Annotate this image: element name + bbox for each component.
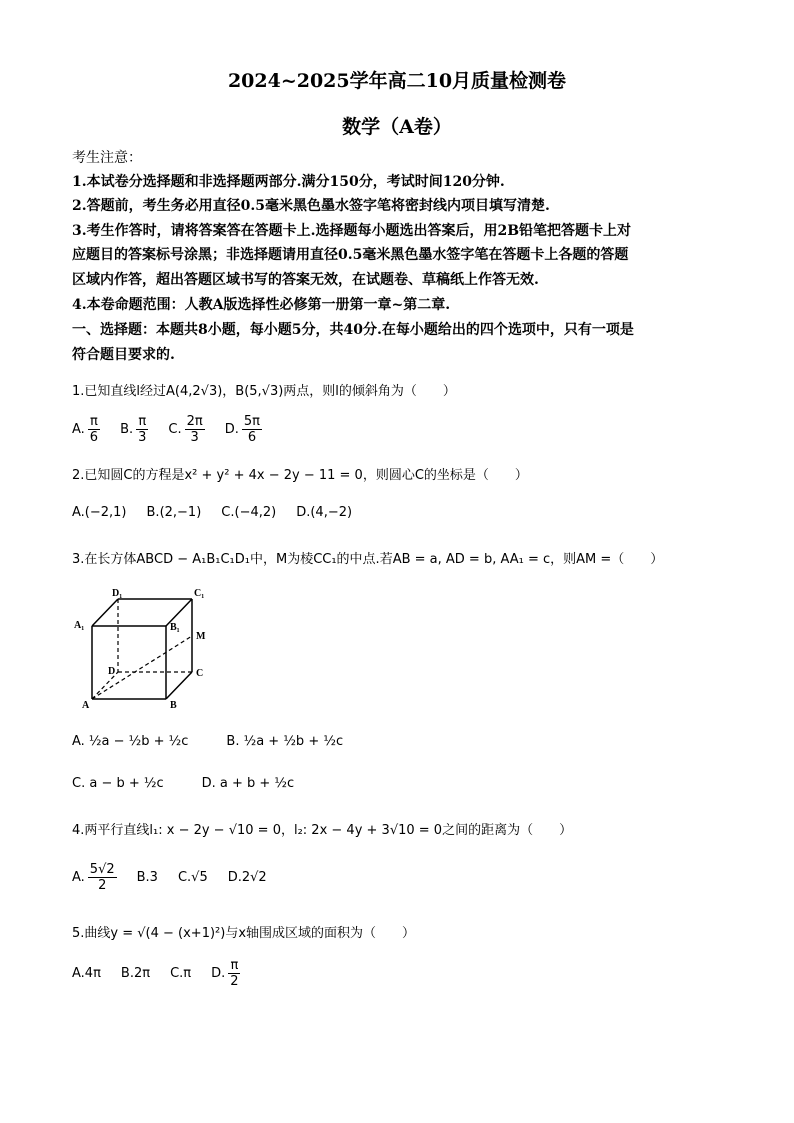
question-1-stem: 1.已知直线l经过A(4,2√3)，B(5,√3)两点，则l的倾斜角为（ ）	[72, 384, 456, 399]
notice-item: 应题目的答案标号涂黑；非选择题请用直径0.5毫米黑色墨水签字笔在答题卡上各题的答题	[72, 247, 629, 263]
option-b	[120, 414, 148, 445]
section-heading: 一、选择题：本题共8小题，每小题5分，共40分.在每小题给出的四个选项中，只有一项是	[72, 322, 634, 338]
label-m: M	[196, 631, 206, 642]
option-b: B. ½a + ½b + ½c	[226, 734, 344, 749]
option-a	[72, 414, 100, 445]
question-5-options	[72, 958, 261, 989]
option-c: C.π	[170, 966, 192, 981]
option-d	[211, 958, 240, 989]
notice-item: 区域内作答，超出答题区域书写的答案无效，在试题卷、草稿纸上作答无效.	[72, 272, 539, 288]
numerator: π	[230, 958, 239, 973]
option-label: D.	[224, 422, 239, 437]
option-label: C.	[168, 422, 182, 437]
option-b: B.(2,−1)	[146, 505, 202, 520]
option-label: A.	[72, 870, 85, 885]
numerator: 5√2	[89, 862, 115, 877]
option-a: A.(−2,1)	[72, 505, 127, 520]
notice-item: 2.答题前，考生务必用直径0.5毫米黑色墨水签字笔将密封线内项目填写清楚.	[72, 198, 550, 214]
label-a: A	[82, 700, 90, 711]
notice-item: 1.本试卷分选择题和非选择题两部分.满分150分，考试时间120分钟.	[72, 174, 505, 190]
denominator: 3	[138, 430, 147, 445]
option-label: B.	[120, 422, 134, 437]
question-3-stem: 3.在长方体ABCD − A₁B₁C₁D₁中，M为棱CC₁的中点.若AB = a, AD = b, AA₁ = c，则AM =（ ）	[72, 552, 664, 567]
label-d: D	[108, 666, 116, 677]
page-title: 2024~2025学年高二10月质量检测卷	[227, 70, 567, 92]
option-c	[168, 414, 204, 445]
numerator: π	[90, 414, 98, 429]
question-4-stem: 4.两平行直线l₁: x − 2y − √10 = 0，l₂: 2x − 4y + 3√10 = 0之间的距离为（ ）	[72, 823, 573, 838]
fraction	[136, 414, 148, 445]
fraction	[185, 414, 205, 445]
option-b: B.2π	[120, 966, 151, 981]
numerator: 5π	[243, 414, 261, 429]
label-a1: A₁	[74, 620, 85, 631]
label-d1: D₁	[112, 588, 123, 599]
question-3-options-row2	[72, 776, 314, 791]
option-a: A. ½a − ½b + ½c	[72, 734, 189, 749]
fraction	[88, 414, 100, 445]
option-d: D.2√2	[227, 870, 267, 885]
option-label: A.	[72, 422, 85, 437]
fraction	[88, 862, 117, 893]
option-d: D.(4,−2)	[296, 505, 353, 520]
denominator: 2	[98, 878, 107, 893]
option-d: D. a + b + ½c	[201, 776, 295, 791]
option-a	[72, 862, 117, 893]
cuboid-figure	[72, 584, 222, 712]
question-2-stem: 2.已知圆C的方程是x² + y² + 4x − 2y − 11 = 0，则圆心C的坐标是（ ）	[72, 468, 528, 483]
fraction	[242, 414, 262, 445]
question-3-options-row1	[72, 734, 363, 749]
numerator: 2π	[186, 414, 203, 429]
notice-heading: 考生注意：	[72, 150, 142, 166]
option-c: C. a − b + ½c	[72, 776, 164, 791]
option-c: C.(−4,2)	[221, 505, 277, 520]
section-heading-cont: 符合题目要求的.	[72, 347, 175, 363]
question-2-options	[72, 505, 372, 520]
option-a: A.4π	[72, 966, 101, 981]
numerator: π	[138, 414, 147, 429]
label-c: C	[196, 668, 204, 679]
page-subtitle: 数学（A卷）	[342, 116, 452, 138]
label-b1: B₁	[170, 622, 180, 633]
denominator: 6	[89, 430, 99, 445]
label-b: B	[170, 700, 177, 711]
option-b: B.3	[136, 870, 158, 885]
denominator: 3	[190, 430, 199, 445]
question-4-options	[72, 862, 287, 893]
denominator: 2	[230, 974, 239, 989]
option-d	[225, 414, 262, 445]
question-5-stem: 5.曲线y = √(4 − (x+1)²)与x轴围成区域的面积为（ ）	[72, 926, 416, 941]
notice-item: 4.本卷命题范围：人教A版选择性必修第一册第一章~第二章.	[72, 297, 451, 313]
fraction	[228, 958, 240, 989]
label-c1: C₁	[194, 588, 205, 599]
question-1-options	[72, 414, 282, 445]
notice-item: 3.考生作答时，请将答案答在答题卡上.选择题每小题选出答案后，用2B铅笔把答题卡上对	[72, 223, 632, 239]
option-c: C.√5	[177, 870, 208, 885]
denominator: 6	[247, 430, 257, 445]
option-label: D.	[211, 966, 226, 981]
